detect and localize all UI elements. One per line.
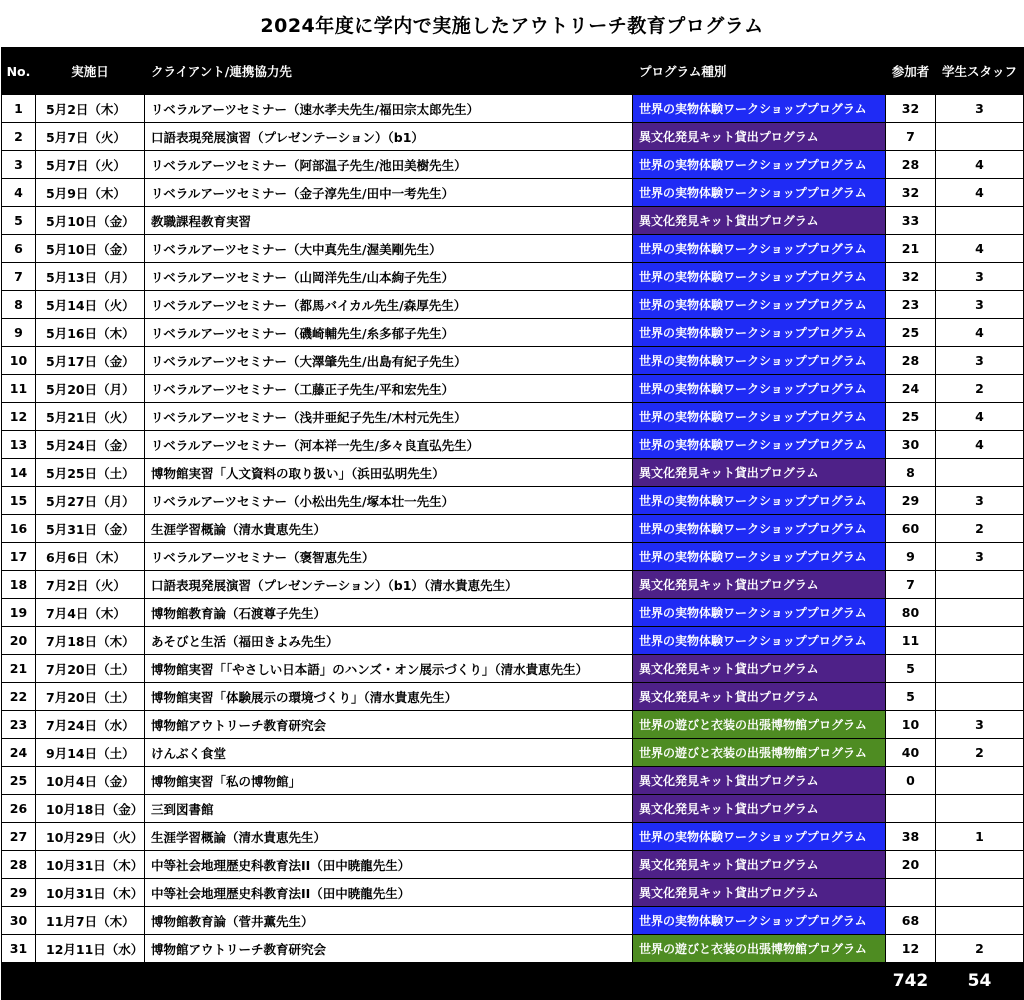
header-staff: 学生スタッフ <box>936 48 1024 95</box>
table-row <box>2 739 1024 767</box>
row-client: リベラルアーツセミナー（工藤正子先生/平和宏先生） <box>145 375 633 403</box>
row-client: 博物館実習「私の博物館」 <box>145 767 633 795</box>
row-staff: 2 <box>936 739 1024 767</box>
table-row <box>2 515 1024 543</box>
row-participants: 0 <box>886 767 936 795</box>
row-no: 15 <box>2 487 36 515</box>
row-date: 5月7日（火） <box>36 151 145 179</box>
table-row <box>2 683 1024 711</box>
row-client: リベラルアーツセミナー（磯崎輔先生/糸多郁子先生） <box>145 319 633 347</box>
row-staff: 3 <box>936 711 1024 739</box>
row-program: 世界の実物体験ワークショッププログラム <box>633 319 886 347</box>
row-no: 11 <box>2 375 36 403</box>
row-no: 18 <box>2 571 36 599</box>
row-no: 28 <box>2 851 36 879</box>
row-staff <box>936 627 1024 655</box>
row-client: リベラルアーツセミナー（阿部温子先生/池田美樹先生） <box>145 151 633 179</box>
row-staff <box>936 459 1024 487</box>
outreach-program-table <box>1 47 1024 1000</box>
row-date: 5月14日（火） <box>36 291 145 319</box>
table-row <box>2 375 1024 403</box>
row-client: リベラルアーツセミナー（都馬バイカル先生/森厚先生） <box>145 291 633 319</box>
row-date: 12月11日（水） <box>36 935 145 963</box>
row-program: 異文化発見キット貸出プログラム <box>633 571 886 599</box>
row-client: 博物館実習「「やさしい日本語」のハンズ・オン展示づくり」（清水貴恵先生） <box>145 655 633 683</box>
table-row <box>2 151 1024 179</box>
table-row <box>2 319 1024 347</box>
row-client: 口語表現発展演習（プレゼンテーション）（b1） <box>145 123 633 151</box>
header-date: 実施日 <box>36 48 145 95</box>
row-participants <box>886 879 936 907</box>
row-staff: 2 <box>936 935 1024 963</box>
row-program: 世界の実物体験ワークショッププログラム <box>633 235 886 263</box>
row-no: 24 <box>2 739 36 767</box>
row-client: 口語表現発展演習（プレゼンテーション）（b1）（清水貴恵先生） <box>145 571 633 599</box>
row-staff: 3 <box>936 95 1024 123</box>
row-staff <box>936 599 1024 627</box>
totals-blank-cell <box>633 963 886 1000</box>
row-staff: 4 <box>936 403 1024 431</box>
row-date: 7月18日（木） <box>36 627 145 655</box>
row-date: 10月18日（金） <box>36 795 145 823</box>
row-staff: 2 <box>936 515 1024 543</box>
page-title: 2024年度に学内で実施したアウトリーチ教育プログラム <box>260 15 764 37</box>
row-participants: 29 <box>886 487 936 515</box>
row-no: 12 <box>2 403 36 431</box>
table-row <box>2 263 1024 291</box>
row-client: リベラルアーツセミナー（速水孝夫先生/福田宗太郎先生） <box>145 95 633 123</box>
row-staff <box>936 655 1024 683</box>
row-client: 博物館実習「体験展示の環境づくり」（清水貴恵先生） <box>145 683 633 711</box>
total-participants: 742 <box>886 963 936 1000</box>
totals-blank-cell <box>145 963 633 1000</box>
row-client: リベラルアーツセミナー（山岡洋先生/山本絢子先生） <box>145 263 633 291</box>
row-participants: 38 <box>886 823 936 851</box>
table-row <box>2 795 1024 823</box>
row-participants: 24 <box>886 375 936 403</box>
row-date: 5月17日（金） <box>36 347 145 375</box>
row-staff <box>936 907 1024 935</box>
row-participants: 60 <box>886 515 936 543</box>
table-header-row <box>2 48 1024 95</box>
row-program: 異文化発見キット貸出プログラム <box>633 851 886 879</box>
row-program: 世界の実物体験ワークショッププログラム <box>633 291 886 319</box>
row-no: 3 <box>2 151 36 179</box>
row-date: 5月7日（火） <box>36 123 145 151</box>
row-no: 7 <box>2 263 36 291</box>
row-client: リベラルアーツセミナー（褒智恵先生） <box>145 543 633 571</box>
table-row <box>2 879 1024 907</box>
row-client: リベラルアーツセミナー（小松出先生/塚本壮一先生） <box>145 487 633 515</box>
row-client: 三到図書館 <box>145 795 633 823</box>
row-client: あそびと生活（福田きよみ先生） <box>145 627 633 655</box>
row-no: 10 <box>2 347 36 375</box>
row-no: 6 <box>2 235 36 263</box>
row-program: 異文化発見キット貸出プログラム <box>633 207 886 235</box>
row-date: 7月2日（火） <box>36 571 145 599</box>
row-date: 10月29日（火） <box>36 823 145 851</box>
row-participants: 28 <box>886 347 936 375</box>
row-staff <box>936 767 1024 795</box>
row-client: けんぶく食堂 <box>145 739 633 767</box>
row-participants: 32 <box>886 179 936 207</box>
table-row <box>2 459 1024 487</box>
row-staff <box>936 123 1024 151</box>
row-program: 世界の実物体験ワークショッププログラム <box>633 95 886 123</box>
row-participants: 5 <box>886 655 936 683</box>
row-program: 異文化発見キット貸出プログラム <box>633 683 886 711</box>
row-staff <box>936 571 1024 599</box>
row-staff <box>936 683 1024 711</box>
totals-row <box>2 963 1024 1000</box>
row-program: 世界の実物体験ワークショッププログラム <box>633 347 886 375</box>
row-program: 世界の実物体験ワークショッププログラム <box>633 907 886 935</box>
row-no: 17 <box>2 543 36 571</box>
row-no: 2 <box>2 123 36 151</box>
row-staff: 1 <box>936 823 1024 851</box>
table-row <box>2 935 1024 963</box>
row-client: 博物館教育論（石渡尊子先生） <box>145 599 633 627</box>
row-client: 中等社会地理歴史科教育法II（田中暁龍先生） <box>145 851 633 879</box>
row-program: 世界の実物体験ワークショッププログラム <box>633 403 886 431</box>
row-program: 異文化発見キット貸出プログラム <box>633 123 886 151</box>
row-client: 博物館アウトリーチ教育研究会 <box>145 711 633 739</box>
row-no: 30 <box>2 907 36 935</box>
table-row <box>2 95 1024 123</box>
table-row <box>2 571 1024 599</box>
row-client: 生涯学習概論（清水貴恵先生） <box>145 823 633 851</box>
row-staff <box>936 879 1024 907</box>
row-program: 世界の実物体験ワークショッププログラム <box>633 431 886 459</box>
row-staff: 4 <box>936 151 1024 179</box>
row-no: 14 <box>2 459 36 487</box>
row-participants <box>886 795 936 823</box>
row-staff: 4 <box>936 179 1024 207</box>
table-row <box>2 767 1024 795</box>
row-date: 7月20日（土） <box>36 655 145 683</box>
row-client: 博物館アウトリーチ教育研究会 <box>145 935 633 963</box>
row-program: 世界の遊びと衣装の出張博物館プログラム <box>633 739 886 767</box>
row-participants: 21 <box>886 235 936 263</box>
row-staff: 2 <box>936 375 1024 403</box>
row-program: 世界の実物体験ワークショッププログラム <box>633 627 886 655</box>
row-no: 4 <box>2 179 36 207</box>
row-program: 世界の実物体験ワークショッププログラム <box>633 823 886 851</box>
row-staff: 4 <box>936 319 1024 347</box>
row-client: 生涯学習概論（清水貴恵先生） <box>145 515 633 543</box>
row-date: 5月2日（木） <box>36 95 145 123</box>
table-row <box>2 655 1024 683</box>
row-staff <box>936 851 1024 879</box>
row-date: 7月20日（土） <box>36 683 145 711</box>
row-no: 27 <box>2 823 36 851</box>
row-program: 世界の遊びと衣装の出張博物館プログラム <box>633 935 886 963</box>
row-program: 異文化発見キット貸出プログラム <box>633 767 886 795</box>
row-participants: 28 <box>886 151 936 179</box>
row-client: リベラルアーツセミナー（大中真先生/渥美剛先生） <box>145 235 633 263</box>
row-program: 世界の実物体験ワークショッププログラム <box>633 599 886 627</box>
table-row <box>2 207 1024 235</box>
header-program: プログラム種別 <box>633 48 886 95</box>
row-program: 異文化発見キット貸出プログラム <box>633 459 886 487</box>
row-no: 22 <box>2 683 36 711</box>
row-program: 異文化発見キット貸出プログラム <box>633 879 886 907</box>
row-staff <box>936 795 1024 823</box>
table-row <box>2 347 1024 375</box>
table-row <box>2 907 1024 935</box>
row-no: 25 <box>2 767 36 795</box>
row-program: 世界の実物体験ワークショッププログラム <box>633 263 886 291</box>
table-row <box>2 851 1024 879</box>
row-program: 世界の遊びと衣装の出張博物館プログラム <box>633 711 886 739</box>
row-program: 異文化発見キット貸出プログラム <box>633 795 886 823</box>
row-participants: 5 <box>886 683 936 711</box>
row-participants: 10 <box>886 711 936 739</box>
row-participants: 30 <box>886 431 936 459</box>
table-row <box>2 431 1024 459</box>
row-date: 5月27日（月） <box>36 487 145 515</box>
row-participants: 68 <box>886 907 936 935</box>
table-row <box>2 627 1024 655</box>
table-row <box>2 235 1024 263</box>
row-date: 5月25日（土） <box>36 459 145 487</box>
row-participants: 33 <box>886 207 936 235</box>
row-program: 世界の実物体験ワークショッププログラム <box>633 151 886 179</box>
row-client: リベラルアーツセミナー（河本祥一先生/多々良直弘先生） <box>145 431 633 459</box>
totals-blank-cell <box>2 963 36 1000</box>
row-staff: 4 <box>936 431 1024 459</box>
row-program: 世界の実物体験ワークショッププログラム <box>633 375 886 403</box>
table-row <box>2 823 1024 851</box>
header-participants: 参加者 <box>886 48 936 95</box>
row-date: 5月31日（金） <box>36 515 145 543</box>
row-date: 10月31日（木） <box>36 851 145 879</box>
row-participants: 9 <box>886 543 936 571</box>
table-row <box>2 599 1024 627</box>
table-row <box>2 711 1024 739</box>
row-participants: 11 <box>886 627 936 655</box>
row-date: 6月6日（木） <box>36 543 145 571</box>
table-row <box>2 403 1024 431</box>
row-program: 世界の実物体験ワークショッププログラム <box>633 487 886 515</box>
row-program: 世界の実物体験ワークショッププログラム <box>633 515 886 543</box>
row-date: 5月24日（金） <box>36 431 145 459</box>
row-date: 5月10日（金） <box>36 235 145 263</box>
row-no: 1 <box>2 95 36 123</box>
row-client: 博物館実習「人文資料の取り扱い」（浜田弘明先生） <box>145 459 633 487</box>
row-staff: 3 <box>936 347 1024 375</box>
table-row <box>2 123 1024 151</box>
row-client: リベラルアーツセミナー（金子淳先生/田中一考先生） <box>145 179 633 207</box>
row-no: 19 <box>2 599 36 627</box>
row-staff: 4 <box>936 235 1024 263</box>
row-participants: 80 <box>886 599 936 627</box>
row-staff: 3 <box>936 263 1024 291</box>
header-no: No. <box>2 48 36 95</box>
row-no: 9 <box>2 319 36 347</box>
row-no: 23 <box>2 711 36 739</box>
row-program: 異文化発見キット貸出プログラム <box>633 655 886 683</box>
row-date: 5月13日（月） <box>36 263 145 291</box>
row-client: 博物館教育論（菅井薫先生） <box>145 907 633 935</box>
row-date: 7月4日（木） <box>36 599 145 627</box>
row-date: 11月7日（木） <box>36 907 145 935</box>
row-participants: 8 <box>886 459 936 487</box>
row-date: 5月16日（木） <box>36 319 145 347</box>
row-no: 29 <box>2 879 36 907</box>
row-date: 10月4日（金） <box>36 767 145 795</box>
row-no: 31 <box>2 935 36 963</box>
row-participants: 32 <box>886 263 936 291</box>
row-no: 20 <box>2 627 36 655</box>
totals-blank-cell <box>36 963 145 1000</box>
row-participants: 25 <box>886 319 936 347</box>
row-staff <box>936 207 1024 235</box>
row-client: リベラルアーツセミナー（大澤肇先生/出島有紀子先生） <box>145 347 633 375</box>
row-client: リベラルアーツセミナー（浅井亜紀子先生/木村元先生） <box>145 403 633 431</box>
row-date: 10月31日（木） <box>36 879 145 907</box>
row-participants: 12 <box>886 935 936 963</box>
row-staff: 3 <box>936 291 1024 319</box>
row-participants: 7 <box>886 123 936 151</box>
table-row <box>2 543 1024 571</box>
row-no: 16 <box>2 515 36 543</box>
row-date: 5月9日（木） <box>36 179 145 207</box>
row-no: 5 <box>2 207 36 235</box>
row-participants: 7 <box>886 571 936 599</box>
row-no: 8 <box>2 291 36 319</box>
row-no: 26 <box>2 795 36 823</box>
table-row <box>2 291 1024 319</box>
row-participants: 23 <box>886 291 936 319</box>
row-participants: 32 <box>886 95 936 123</box>
table-row <box>2 179 1024 207</box>
table-row <box>2 487 1024 515</box>
row-date: 7月24日（水） <box>36 711 145 739</box>
row-participants: 40 <box>886 739 936 767</box>
row-date: 5月10日（金） <box>36 207 145 235</box>
header-client: クライアント/連携協力先 <box>145 48 633 95</box>
row-program: 世界の実物体験ワークショッププログラム <box>633 179 886 207</box>
row-client: 中等社会地理歴史科教育法II（田中暁龍先生） <box>145 879 633 907</box>
table-body <box>2 95 1024 963</box>
row-date: 5月21日（火） <box>36 403 145 431</box>
row-staff: 3 <box>936 487 1024 515</box>
row-no: 21 <box>2 655 36 683</box>
row-client: 教職課程教育実習 <box>145 207 633 235</box>
row-staff: 3 <box>936 543 1024 571</box>
row-date: 9月14日（土） <box>36 739 145 767</box>
row-program: 世界の実物体験ワークショッププログラム <box>633 543 886 571</box>
row-participants: 25 <box>886 403 936 431</box>
row-date: 5月20日（月） <box>36 375 145 403</box>
row-participants: 20 <box>886 851 936 879</box>
row-no: 13 <box>2 431 36 459</box>
total-staff: 54 <box>936 963 1024 1000</box>
